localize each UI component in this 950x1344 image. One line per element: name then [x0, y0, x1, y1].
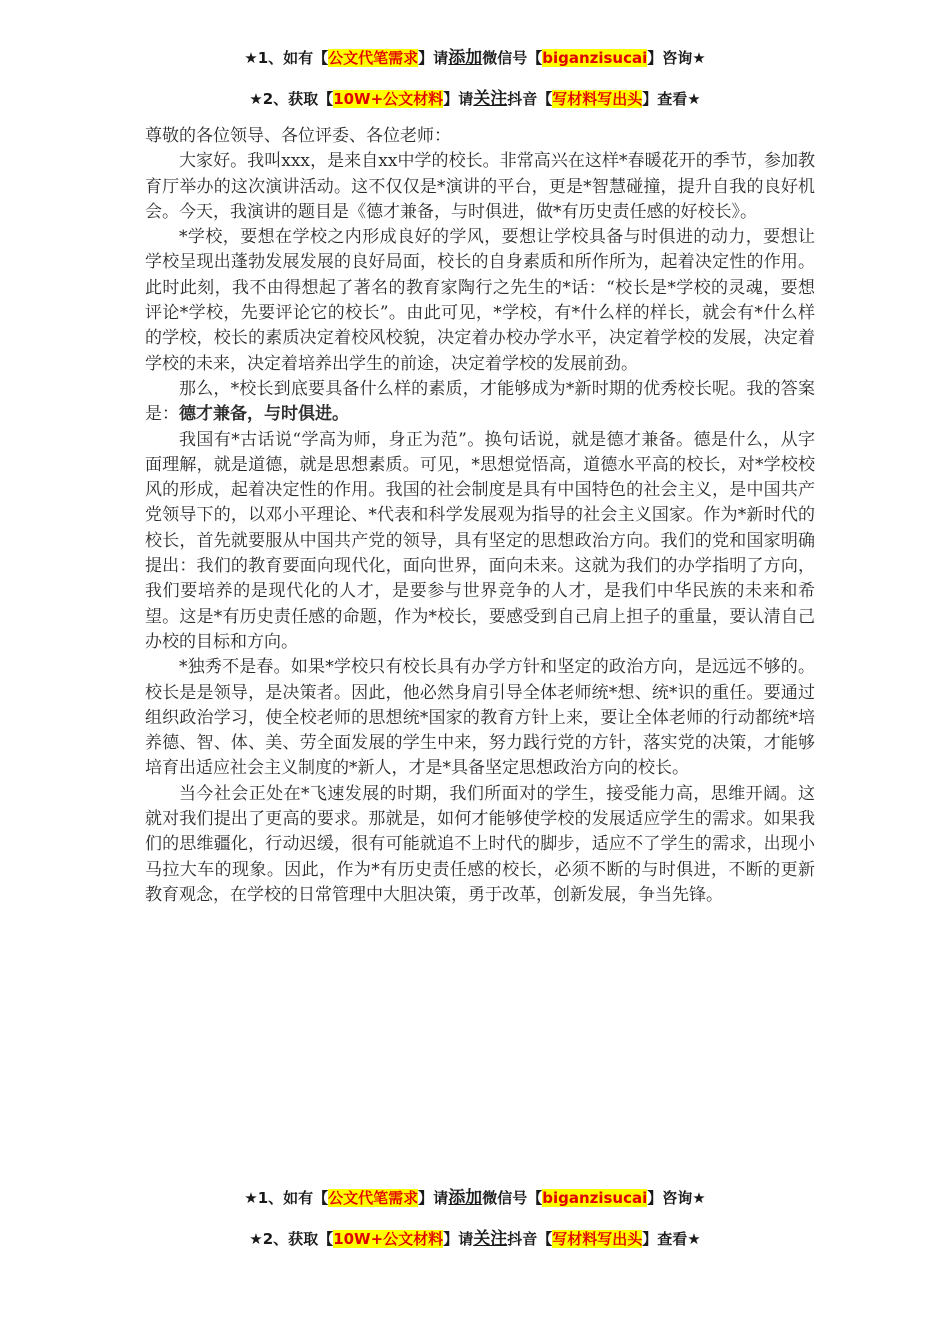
paragraph-3-emphasis: 德才兼备，与时俱进。 — [179, 404, 349, 425]
footer1-mid2: 微信号【 — [482, 1189, 543, 1207]
banner2-highlight-materials: 10W+公文材料 — [333, 90, 444, 108]
banner2-prefix: ★2、获取【 — [249, 90, 334, 108]
banner1-underline: 添加 — [448, 48, 483, 68]
banner1-prefix: ★1、如有【 — [244, 49, 329, 67]
footer2-suffix: 】查看★ — [642, 1230, 701, 1248]
header-banner — [0, 46, 950, 128]
banner1-highlight-wechat: biganzisucai — [542, 49, 648, 67]
banner2-suffix: 】查看★ — [642, 90, 701, 108]
paragraph-4: 我国有*古话说“学高为师，身正为范”。换句话说，就是德才兼备。德是什么，从字面理解，就是道德，就是思想素质。可见，*思想觉悟高，道德水平高的校长，对*学校校风的形成，起着决定性的作用。我国的社会制度是具有中国特色的社会主义，是中国共产党领导下的，以邓小平理论、*代表和科学发展观为指导的社会主义国家。作为*新时代的校长，首先就要服从中国共产党的领导，具有坚定的思想政治方向。我们的党和国家明确提出：我们的教育要面向现代化，面向世界，面向未来。这就为我们的办学指明了方向，我们要培养的是现代化的人才，是要参与世界竞争的人才，是我们中华民族的未来和希望。这是*有历史责任感的命题，作为*校长，要感受到自己肩上担子的重量，要认清自己办校的目标和方向。 — [145, 429, 815, 652]
paragraph-1: 大家好。我叫xxx，是来自xx中学的校长。非常高兴在这样*春暖花开的季节，参加教育厅举办的这次演讲活动。这不仅仅是*演讲的平台，更是*智慧碰撞，提升自我的良好机会。今天，我演讲的题目是《德才兼备，与时俱进，做*有历史责任感的好校长》。 — [145, 151, 815, 222]
banner1-highlight-service: 公文代笔需求 — [328, 49, 419, 67]
footer-banner-line-1 — [0, 1186, 950, 1210]
paragraph-3-text: 那么，*校长到底要具备什么样的素质，才能够成为*新时期的优秀校长呢。我的答案是： — [145, 378, 815, 425]
footer1-highlight-wechat: biganzisucai — [542, 1189, 648, 1207]
banner1-mid1: 】请 — [418, 49, 449, 67]
footer-banner — [0, 1186, 950, 1268]
banner2-underline: 关注 — [473, 89, 508, 109]
paragraph-5: *独秀不是春。如果*学校只有校长具有办学方针和坚定的政治方向，是远远不够的。校长是是领导，是决策者。因此，他必然身肩引导全体老师统*想、统*识的重任。要通过组织政治学习，使全校老师的思想统*国家的教育方针上来，要让全体老师的行动都统*培养德、智、体、美、劳全面发展的学生中来，努力践行党的方针，落实党的决策，才能够培育出适应社会主义制度的*新人，才是*具备坚定思想政治方向的校长。 — [145, 657, 815, 779]
footer1-highlight-service: 公文代笔需求 — [328, 1189, 419, 1207]
banner2-mid2: 抖音【 — [507, 90, 553, 108]
footer2-mid2: 抖音【 — [507, 1230, 553, 1248]
paragraph-3 — [145, 377, 815, 428]
paragraph-2: *学校，要想在学校之内形成良好的学风，要想让学校具备与时俱进的动力，要想让学校呈现出蓬勃发展发展的良好局面，校长的自身素质和所作所为，起着决定性的作用。此时此刻，我不由得想起了著名的教育家陶行之先生的*话：“校长是*学校的灵魂，要想评论*学校，先要评论它的校长”。由此可见，*学校，有*什么样的样长，就会有*什么样的学校，校长的素质决定着校风校貌，决定着办校办学水平，决定着学校的发展，决定着学校的未来，决定着培养出学生的前途，决定着学校的发展前劲。 — [145, 227, 815, 374]
footer2-underline: 关注 — [473, 1229, 508, 1249]
footer2-highlight-douyin: 写材料写出头 — [552, 1230, 643, 1248]
salutation: 尊敬的各位领导、各位评委、各位老师： — [145, 126, 451, 146]
footer-banner-line-2 — [0, 1227, 950, 1251]
footer1-prefix: ★1、如有【 — [244, 1189, 329, 1207]
footer2-prefix: ★2、获取【 — [249, 1230, 334, 1248]
banner2-highlight-douyin: 写材料写出头 — [552, 90, 643, 108]
footer2-mid1: 】请 — [443, 1230, 474, 1248]
footer1-suffix: 】咨询★ — [647, 1189, 706, 1207]
paragraph-6: 当今社会正处在*飞速发展的时期，我们所面对的学生，接受能力高，思维开阔。这就对我们提出了更高的要求。那就是，如何才能够使学校的发展适应学生的需求。如果我们的思维疆化，行动迟缓，很有可能就追不上时代的脚步，适应不了学生的需求，出现小马拉大车的现象。因此，作为*有历史责任感的校长，必须不断的与时俱进，不断的更新教育观念，在学校的日常管理中大胆决策，勇于改革，创新发展，争当先锋。 — [145, 783, 815, 905]
banner1-suffix: 】咨询★ — [647, 49, 706, 67]
footer2-highlight-materials: 10W+公文材料 — [333, 1230, 444, 1248]
banner-line-2 — [0, 87, 950, 111]
banner2-mid1: 】请 — [443, 90, 474, 108]
footer1-mid1: 】请 — [418, 1189, 449, 1207]
footer1-underline: 添加 — [448, 1188, 483, 1208]
document-body — [145, 124, 815, 908]
banner-line-1 — [0, 46, 950, 70]
banner1-mid2: 微信号【 — [482, 49, 543, 67]
